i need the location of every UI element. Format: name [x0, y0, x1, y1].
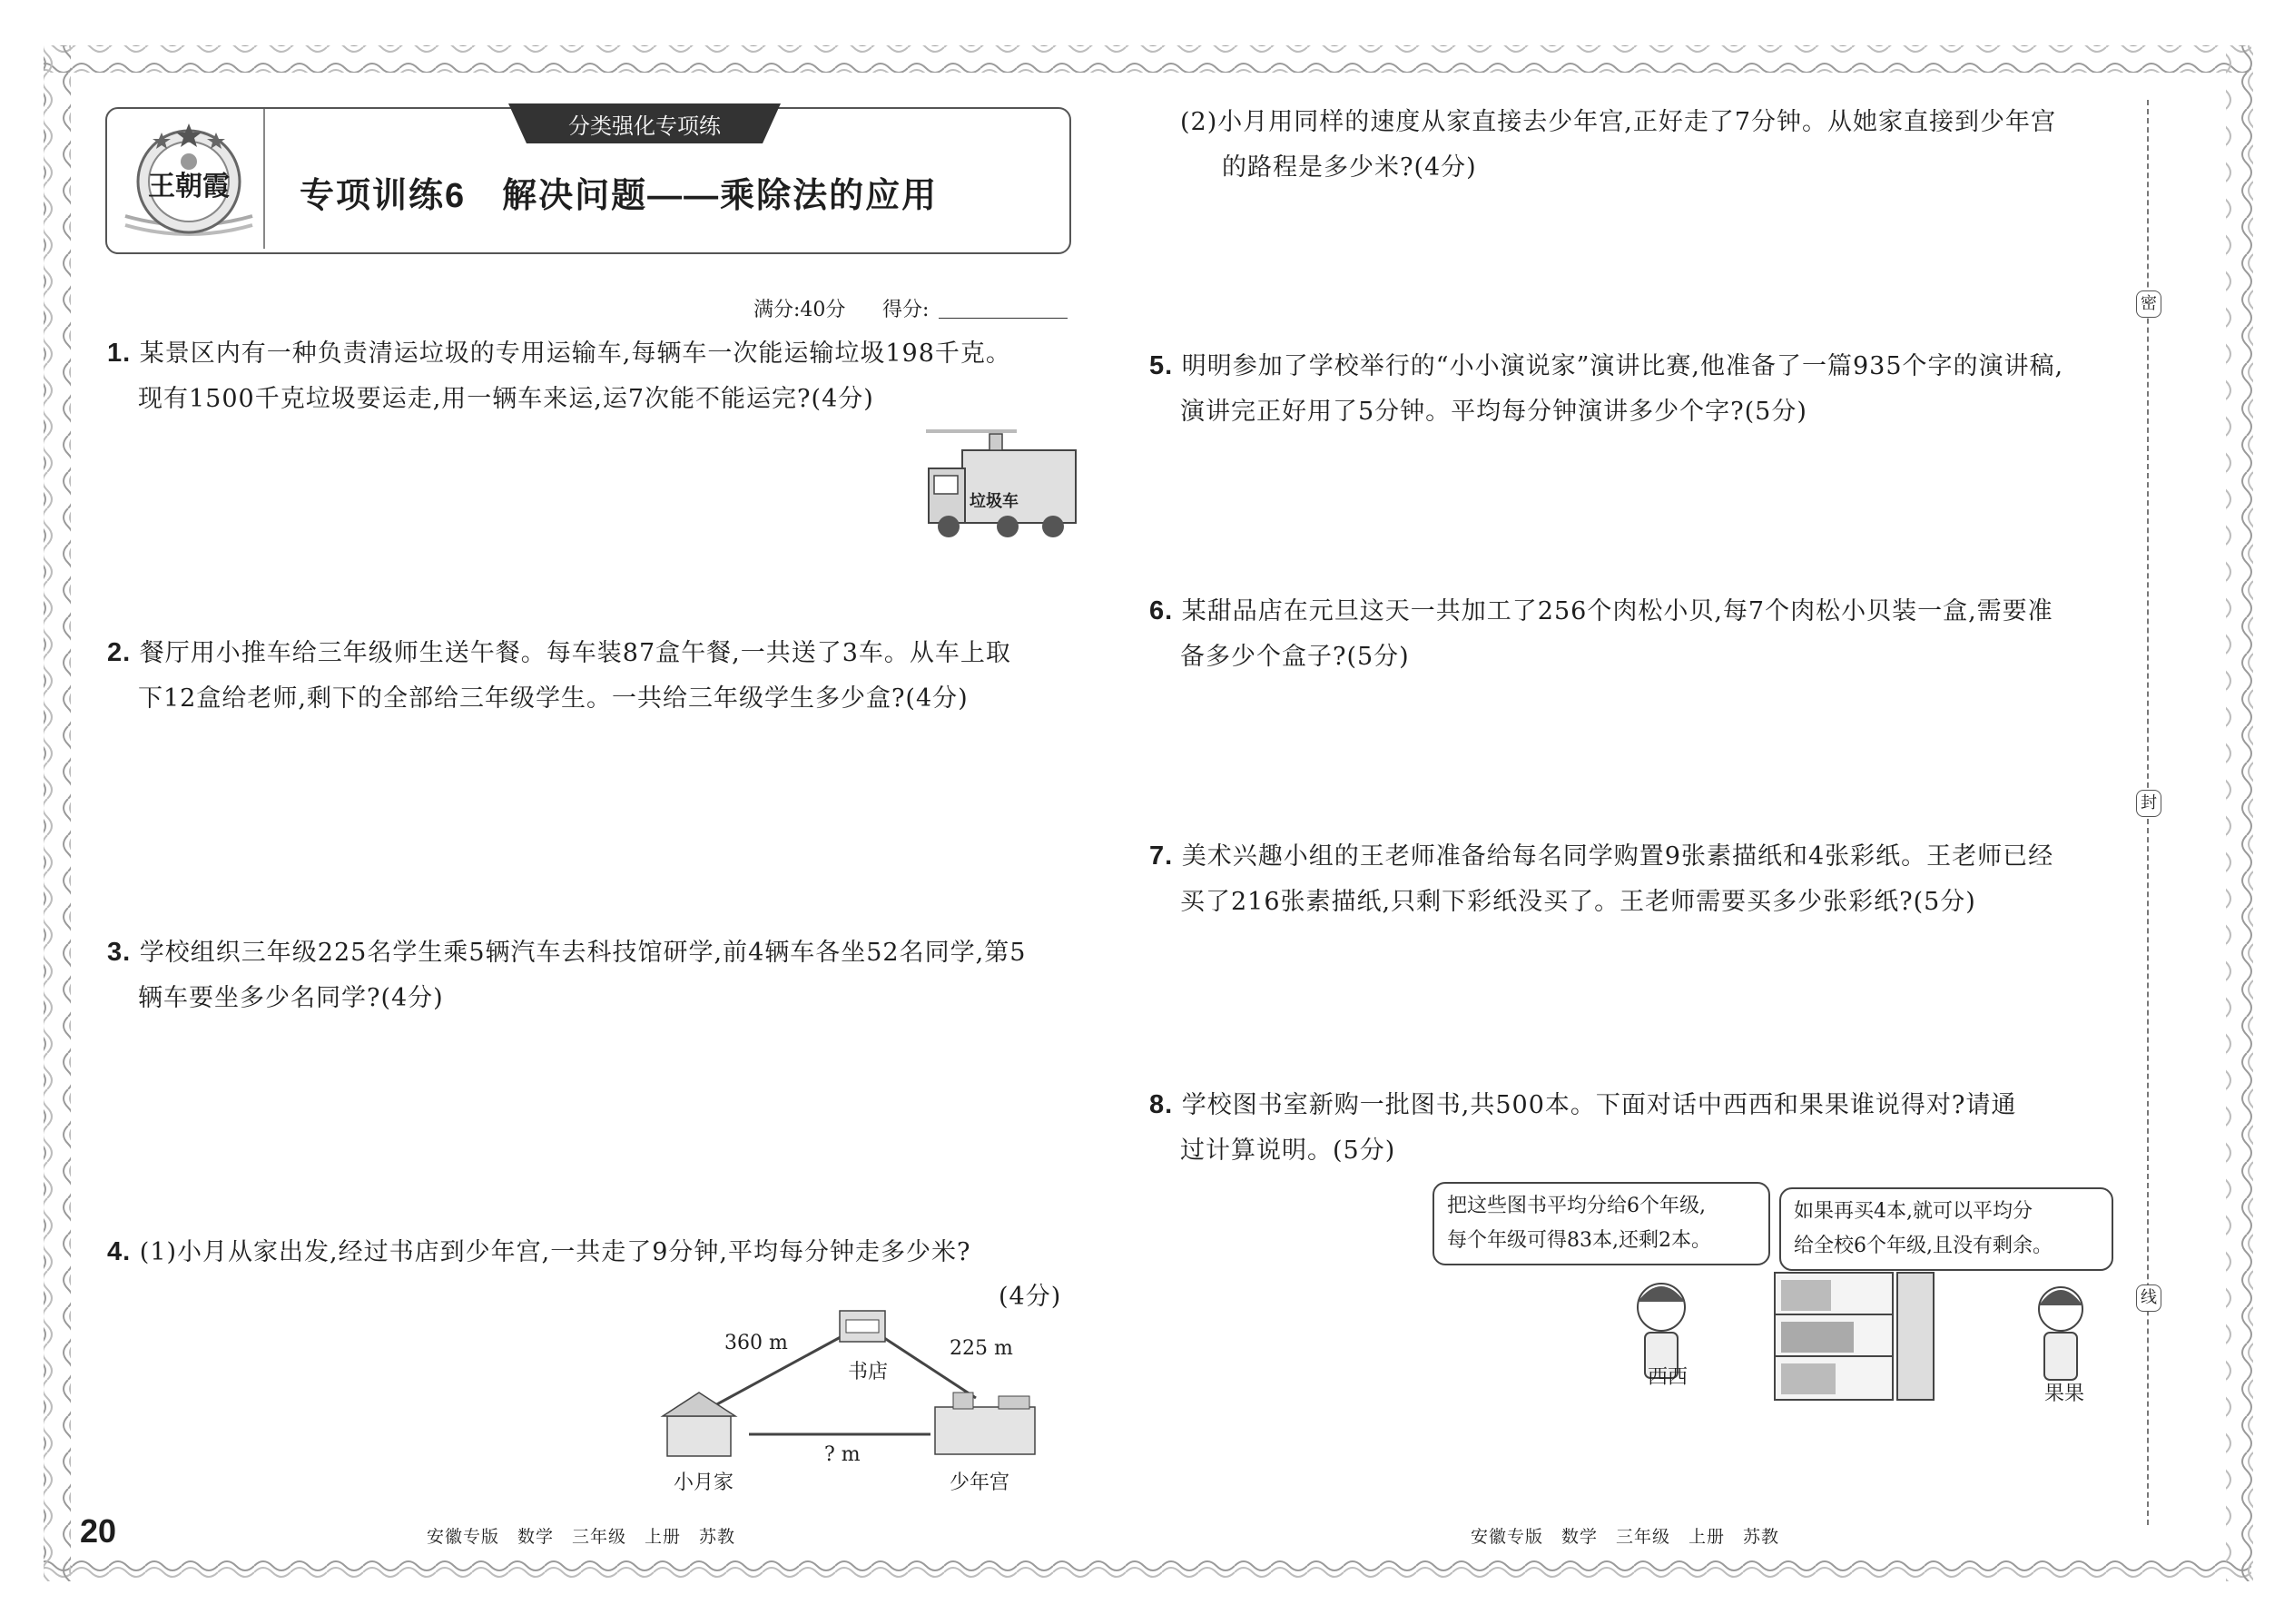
page-number: 20	[80, 1512, 117, 1550]
name-guoguo: 果果	[2044, 1383, 2085, 1405]
question-8: 8. 学校图书室新购一批图书,共500本。下面对话中西西和果果谁说得对?请通 过计算说明。(5分)	[1149, 1090, 2017, 1165]
question-6: 6. 某甜品店在元旦这天一共加工了256个肉松小贝,每7个肉松小贝装一盒,需要准 备多少个盒子?(5分)	[1149, 596, 2053, 671]
label-home: 小月家	[674, 1471, 734, 1494]
footer-left: 安徽专版 数学 三年级 上册 苏教	[427, 1527, 736, 1547]
logo-text: 王朝霞	[148, 171, 230, 202]
question-4: 4. (1)小月从家出发,经过书店到少年宫,一共走了9分钟,平均每分钟走多少米?	[107, 1237, 971, 1266]
score-got: 得分:	[882, 299, 930, 321]
score-full: 满分:40分	[753, 299, 846, 321]
banner-label: 分类强化专项练	[568, 114, 721, 139]
question-7: 7. 美术兴趣小组的王老师准备给每名同学购置9张素描纸和4张彩纸。王老师已经 买了216张素描纸,只剩下彩纸没买了。王老师需要买多少张彩纸?(5分)	[1149, 842, 2054, 916]
question-4-points: (4分)	[999, 1283, 1062, 1311]
score-blank[interactable]	[939, 318, 1068, 319]
label-bookstore: 书店	[848, 1361, 889, 1383]
name-xixi: 西西	[1648, 1366, 1689, 1389]
speech-bubble-guoguo: 如果再买4本,就可以平均分 给全校6个年级,且没有剩余。	[1779, 1187, 2113, 1271]
truck-label: 垃圾车	[970, 492, 1019, 510]
page-title: 专项训练6 解决问题——乘除法的应用	[300, 177, 939, 215]
question-3: 3. 学校组织三年级225名学生乘5辆汽车去科技馆研学,前4辆车各坐52名同学,第5 辆车要坐多少名同学?(4分)	[107, 938, 1027, 1012]
dist-home-palace: ? m	[824, 1443, 861, 1466]
question-5: 5. 明明参加了学校举行的“小小演说家”演讲比赛,他准备了一篇935个字的演讲稿, 演讲完正好用了5分钟。平均每分钟演讲多少个字?(5分)	[1149, 351, 2064, 426]
seal-char-3: 线	[2136, 1284, 2161, 1312]
speech-bubble-xixi: 把这些图书平均分给6个年级, 每个年级可得83本,还剩2本。	[1433, 1182, 1770, 1265]
question-4-part2: (2)小月用同样的速度从家直接去少年宫,正好走了7分钟。从她家直接到少年宫 的路程是多少米?(4分)	[1180, 108, 2057, 182]
seal-char-1: 密	[2136, 290, 2161, 318]
question-2: 2. 餐厅用小推车给三年级师生送午餐。每车装87盒午餐,一共送了3车。从车上取 下12盒给老师,剩下的全部给三年级学生。一共给三年级学生多少盒?(4分)	[107, 638, 1011, 713]
label-palace: 少年宫	[950, 1471, 1010, 1494]
header-divider	[263, 109, 265, 249]
dist-home-shop: 360 m	[724, 1332, 788, 1354]
dist-shop-palace: 225 m	[950, 1337, 1013, 1360]
footer-right: 安徽专版 数学 三年级 上册 苏教	[1471, 1527, 1780, 1547]
question-1: 1. 某景区内有一种负责清运垃圾的专用运输车,每辆车一次能运输垃圾198千克。 现有1500千克垃圾要运走,用一辆车来运,运7次能不能运完?(4分)	[107, 339, 1011, 413]
seal-char-2: 封	[2136, 790, 2161, 817]
